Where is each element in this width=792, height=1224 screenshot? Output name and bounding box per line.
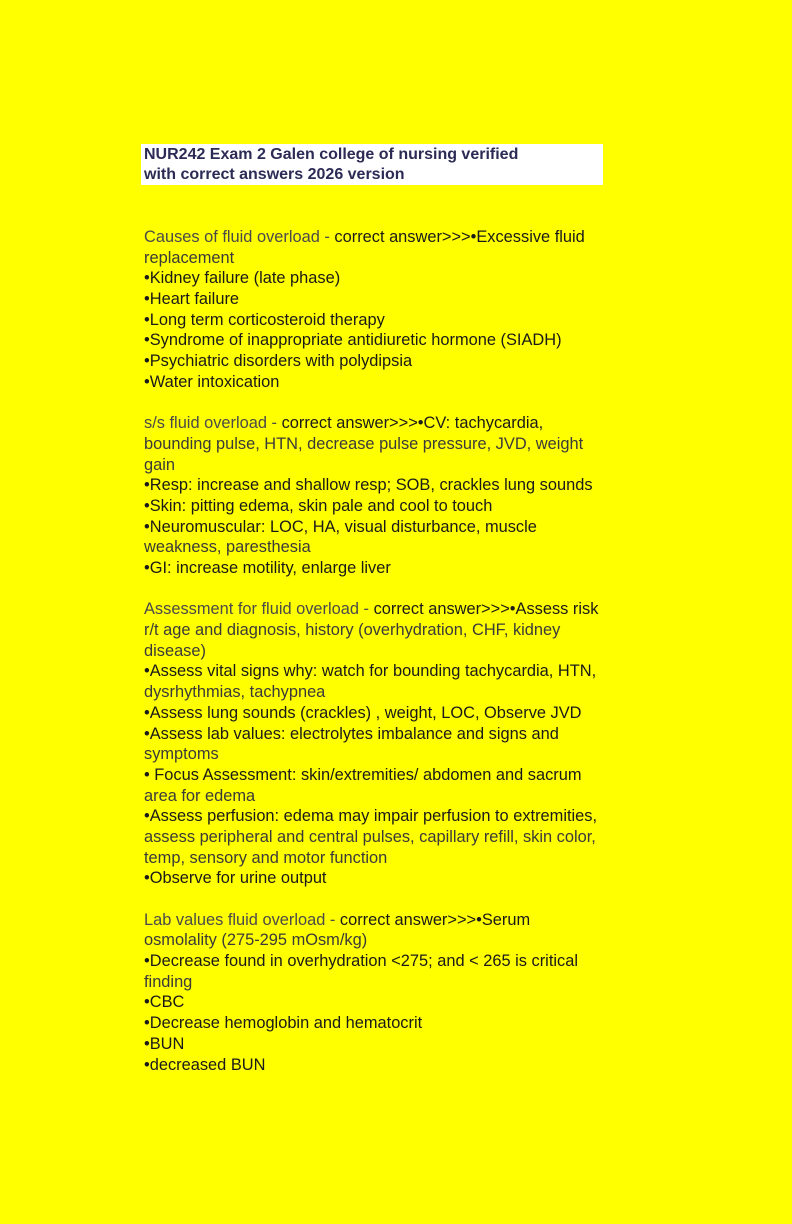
question-text: s/s fluid overload - bbox=[144, 414, 282, 433]
answer-line: •GI: increase motility, enlarge liver bbox=[144, 559, 391, 577]
qa-block-lab-values-fluid-overload bbox=[144, 910, 654, 1076]
question-text: Causes of fluid overload - bbox=[144, 228, 335, 246]
question-line bbox=[144, 910, 654, 931]
answer-line: •Assess lab values: electrolytes imbalance and signs and bbox=[144, 724, 559, 743]
answer-line: •Decrease hemoglobin and hematocrit bbox=[144, 1014, 423, 1033]
answer-line: • Focus Assessment: skin/extremities/ abdomen and sacrum bbox=[144, 765, 582, 784]
answer-text: correct answer>>>•Assess risk bbox=[373, 600, 599, 619]
answer-line: replacement bbox=[144, 248, 235, 267]
answer-line: •Long term corticosteroid therapy bbox=[144, 310, 385, 329]
question-text: Lab values fluid overload - bbox=[144, 910, 340, 929]
answer-text: correct answer>>>•Excessive fluid bbox=[334, 228, 585, 246]
answer-line: •Observe for urine output bbox=[144, 869, 327, 888]
question-line bbox=[144, 413, 654, 434]
answer-line: •Psychiatric disorders with polydipsia bbox=[144, 352, 413, 371]
answer-line: •decreased BUN bbox=[144, 1055, 266, 1074]
spacer bbox=[144, 889, 654, 910]
answer-line: weakness, paresthesia bbox=[144, 538, 311, 557]
answer-line: dysrhythmias, tachypnea bbox=[144, 683, 326, 702]
qa-block-causes-fluid-overload bbox=[144, 227, 654, 393]
answer-line: area for edema bbox=[144, 786, 256, 805]
answer-line: •Resp: increase and shallow resp; SOB, crackles lung sounds bbox=[144, 476, 593, 495]
spacer bbox=[144, 393, 654, 414]
qa-block-ss-fluid-overload bbox=[144, 413, 654, 579]
answer-line: symptoms bbox=[144, 745, 219, 764]
answer-line: •Neuromuscular: LOC, HA, visual disturbance, muscle bbox=[144, 517, 537, 536]
document-body bbox=[144, 227, 654, 1075]
question-line bbox=[144, 227, 654, 248]
question-line bbox=[144, 599, 654, 620]
title-line-1: NUR242 Exam 2 Galen college of nursing verified bbox=[144, 146, 519, 163]
answer-text: correct answer>>>•Serum bbox=[339, 910, 531, 929]
answer-line: osmolality (275-295 mOsm/kg) bbox=[144, 931, 368, 950]
answer-line: •Syndrome of inappropriate antidiuretic hormone (SIADH) bbox=[144, 331, 562, 350]
answer-line: temp, sensory and motor function bbox=[144, 848, 388, 867]
answer-line: •Kidney failure (late phase) bbox=[144, 269, 341, 288]
answer-line: •Assess lung sounds (crackles) , weight, LOC, Observe JVD bbox=[144, 703, 582, 722]
answer-line: •Skin: pitting edema, skin pale and cool to touch bbox=[144, 496, 493, 515]
answer-line: •CBC bbox=[144, 993, 185, 1012]
answer-line: assess peripheral and central pulses, capillary refill, skin color, bbox=[144, 827, 596, 846]
answer-line: finding bbox=[144, 972, 193, 991]
answer-line: •Water intoxication bbox=[144, 372, 280, 391]
answer-line: r/t age and diagnosis, history (overhydration, CHF, kidney bbox=[144, 621, 561, 640]
answer-line: disease) bbox=[144, 641, 206, 660]
spacer bbox=[144, 579, 654, 600]
answer-line: •Assess perfusion: edema may impair perfusion to extremities, bbox=[144, 807, 598, 826]
title-line-2: with correct answers 2026 version bbox=[144, 166, 405, 183]
answer-line: •Decrease found in overhydration <275; and < 265 is critical bbox=[144, 952, 578, 971]
answer-text: correct answer>>>•CV: tachycardia, bbox=[281, 414, 544, 433]
answer-line: •Assess vital signs why: watch for bounding tachycardia, HTN, bbox=[144, 662, 597, 681]
answer-line: •Heart failure bbox=[144, 290, 240, 309]
answer-line: gain bbox=[144, 455, 175, 474]
qa-block-assessment-fluid-overload bbox=[144, 599, 654, 889]
document-title bbox=[141, 144, 603, 185]
answer-line: bounding pulse, HTN, decrease pulse pressure, JVD, weight bbox=[144, 434, 584, 453]
answer-line: •BUN bbox=[144, 1034, 185, 1053]
question-text: Assessment for fluid overload - bbox=[144, 600, 374, 619]
